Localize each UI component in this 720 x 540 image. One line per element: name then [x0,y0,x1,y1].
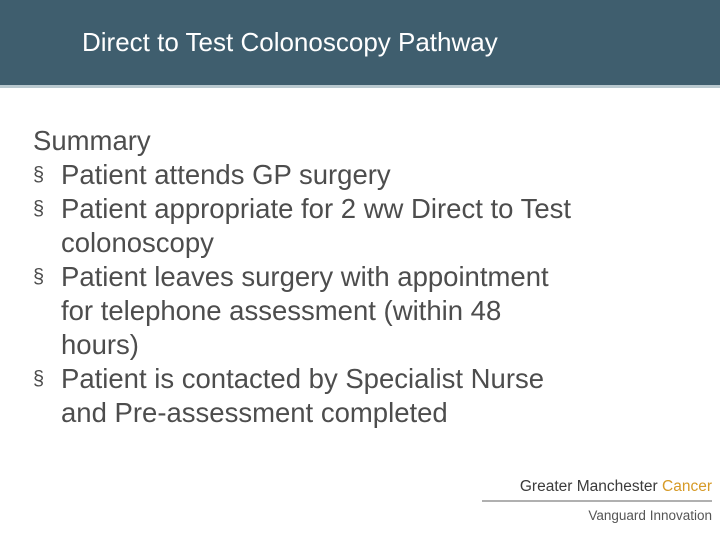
page-title: Direct to Test Colonoscopy Pathway [82,27,498,57]
header-bar [0,0,720,88]
footer-tagline: Vanguard Innovation [588,508,712,523]
footer-divider [482,500,712,502]
bullet-item [33,362,693,430]
bullet-line: Patient attends GP surgery [61,159,391,190]
bullet-marker-icon: § [33,266,45,288]
bullet-list [33,158,693,430]
bullet-line: for telephone assessment (within 48 [61,295,502,326]
bullet-line: colonoscopy [61,227,214,258]
bullet-line: Patient is contacted by Specialist Nurse [61,363,545,394]
footer-logo [482,478,712,523]
bullet-line: Patient leaves surgery with appointment [61,261,549,292]
org-name-main: Greater Manchester [519,478,658,495]
bullet-item [33,158,693,192]
bullet-line: and Pre-assessment completed [61,397,448,428]
bullet-item [33,260,693,362]
bullet-marker-icon: § [33,164,45,186]
org-name-accent: Cancer [662,478,712,495]
bullet-line: Patient appropriate for 2 ww Direct to Test [61,193,572,224]
summary-heading: Summary [33,125,151,156]
bullet-marker-icon: § [33,368,45,390]
bullet-marker-icon: § [33,198,45,220]
org-name [482,478,712,496]
bullet-line: hours) [61,329,139,360]
bullet-item [33,192,693,260]
summary-content [33,124,693,430]
